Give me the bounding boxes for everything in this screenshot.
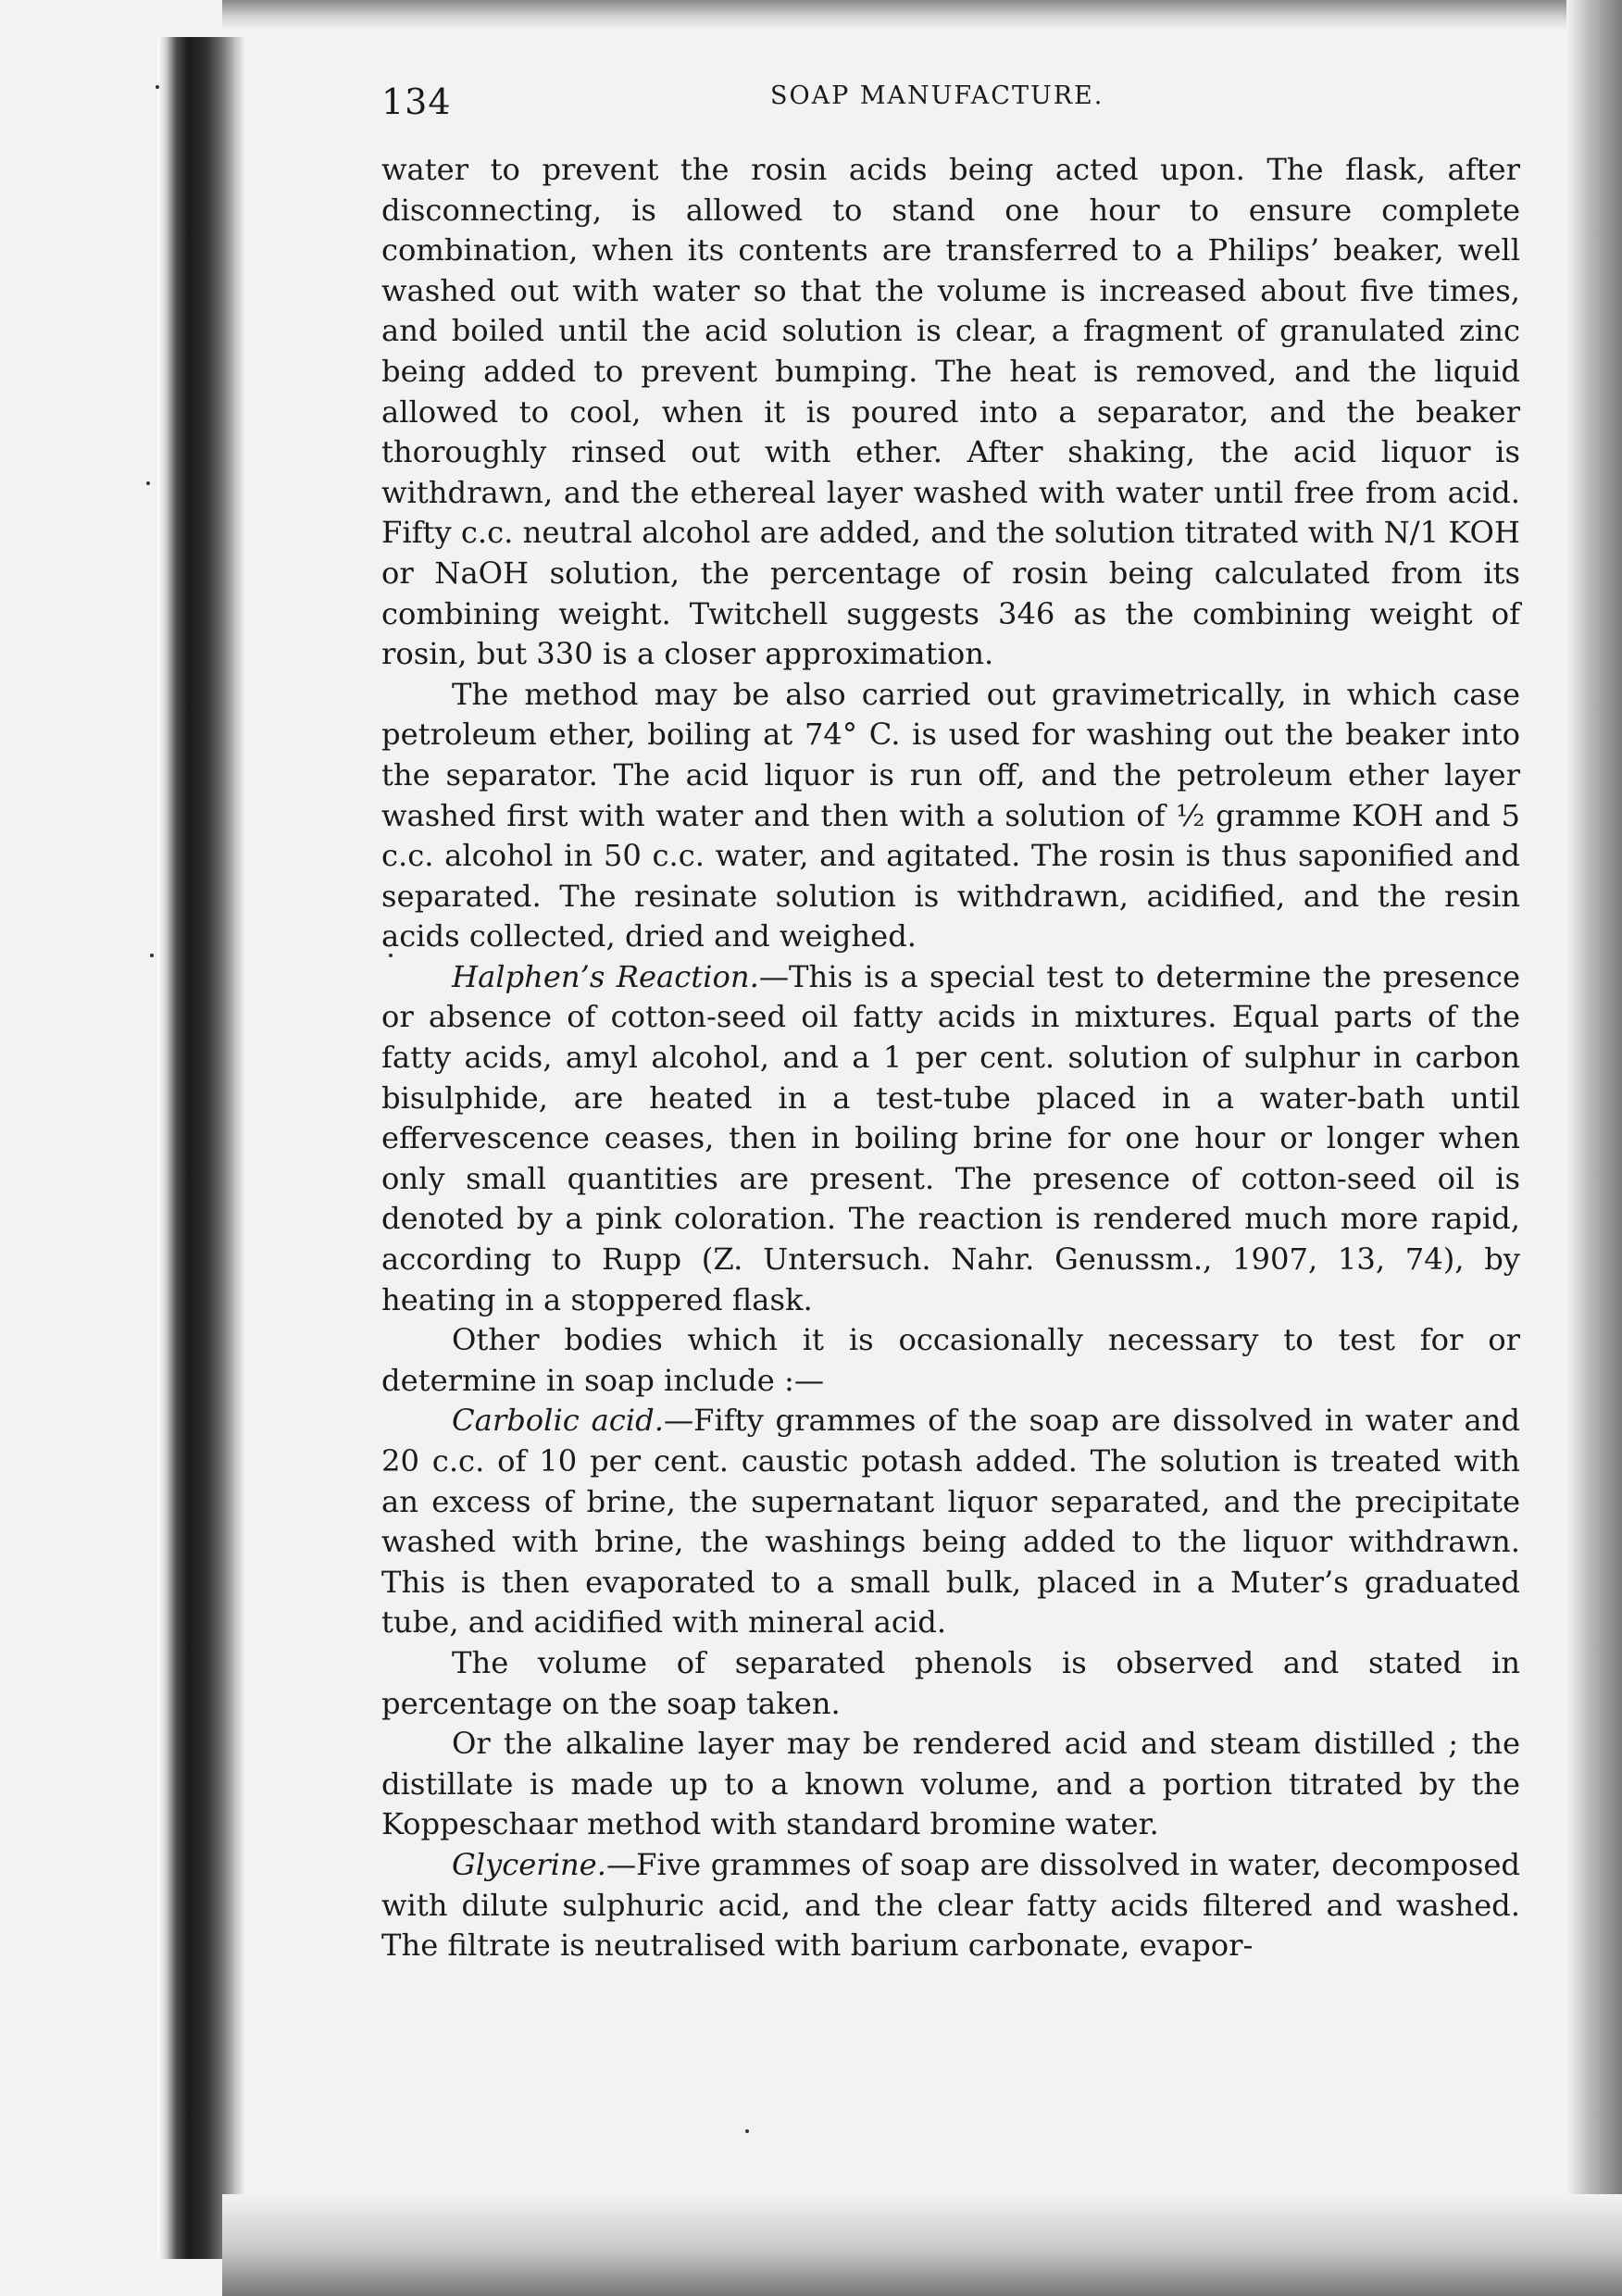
paragraph-text: Or the alkaline layer may be rendered acid and steam distilled ; the distillate is made up to a known volume, and a portion titrated by the Koppeschaar method with standard bromine water. — [381, 1726, 1520, 1842]
scan-speck — [146, 481, 150, 485]
paragraph — [381, 1401, 1520, 1643]
paragraph — [381, 675, 1520, 957]
section-lead: Carbolic acid. — [452, 1403, 664, 1439]
paragraph-text: The method may be also carried out gravimetrically, in which case petroleum ether, boiling at 74° C. is used for washing out the beaker into the separator. The acid liquor is run off, and the petroleum ether layer washed first with water and then with a solution of ½ gramme KOH and 5 c.c. alcohol in 50 c.c. water, and agitated. The rosin is thus saponified and separated. The resinate solution is withdrawn, acidified, and the resin acids collected, dried and weighed. — [381, 676, 1520, 955]
paragraph-text: —Five grammes of soap are dissolved in water, decomposed with dilute sulphuric acid, and the clear fatty acids filtered and washed. The filtrate is neutralised with barium carbonate, evapor- — [381, 1846, 1520, 1964]
running-title: SOAP MANUFACTURE. — [770, 81, 1104, 110]
paragraph — [381, 1320, 1520, 1401]
page-number: 134 — [381, 81, 452, 122]
paragraph — [381, 1845, 1520, 1966]
paragraph — [381, 1643, 1520, 1724]
paragraph-text: water to prevent the rosin acids being acted upon. The flask, after disconnecting, is allowed to stand one hour to ensure complete combination, when its contents are transferred to a Philips’ beaker, well washed out with water so that the volume is increased about five times, and boiled until the acid solution is clear, a fragment of granulated zinc being added to prevent bumping. The heat is removed, and the liquid allowed to cool, when it is poured into a separator, and the beaker thoroughly rinsed out with ether. After shaking, the acid liquor is withdrawn, and the ethereal layer washed with water until free from acid. Fifty c.c. neutral alcohol are added, and the solution titrated with N/1 KOH or NaOH solution, the percentage of rosin being calculated from its combining weight. Twitchell suggests 346 as the combining weight of rosin, but 330 is a closer approximation. — [381, 152, 1520, 672]
paragraph — [381, 150, 1520, 675]
scan-speck — [150, 954, 154, 957]
body-text — [381, 150, 1520, 1966]
scan-speck — [156, 85, 159, 89]
paragraph-text: —This is a special test to determine the presence or absence of cotton-seed oil fatty acids in mixtures. Equal parts of the fatty acids, amyl alcohol, and a 1 per cent. solution of sulphur in carbon bisulphide, are heated in a test-tube placed in a water-bath until effervescence ceases, then in boiling brine for one hour or longer when only small quantities are present. The presence of cotton-seed oil is denoted by a pink coloration. The reaction is rendered much more rapid, according to Rupp (Z. Untersuch. Nahr. Genussm., 1907, 13, 74), by heating in a stoppered flask. — [381, 958, 1520, 1317]
paragraph-text: Other bodies which it is occasionally necessary to test for or determine in soap include :— — [381, 1322, 1520, 1398]
section-lead: Glycerine. — [452, 1846, 606, 1882]
paragraph-text: —Fifty grammes of the soap are dissolved in water and 20 c.c. of 10 per cent. caustic potash added. The solution is treated with an excess of brine, the supernatant liquor separated, and the precipitate washed with brine, the washings being added to the liquor withdrawn. This is then evaporated to a small bulk, placed in a Muter’s graduated tube, and acidified with mineral acid. — [381, 1403, 1520, 1641]
paragraph — [381, 957, 1520, 1320]
page-right-edge-shadow — [1566, 0, 1622, 2296]
paragraph-text: The volume of separated phenols is observed and stated in percentage on the soap taken. — [381, 1644, 1520, 1721]
book-page — [381, 65, 1539, 2194]
book-spine-gutter — [157, 37, 245, 2259]
page-bottom-edge-shadow — [222, 2194, 1622, 2296]
page-top-edge-shadow — [222, 0, 1622, 30]
running-head — [381, 65, 1539, 130]
section-lead: Halphen’s Reaction. — [452, 958, 759, 994]
paragraph — [381, 1724, 1520, 1845]
